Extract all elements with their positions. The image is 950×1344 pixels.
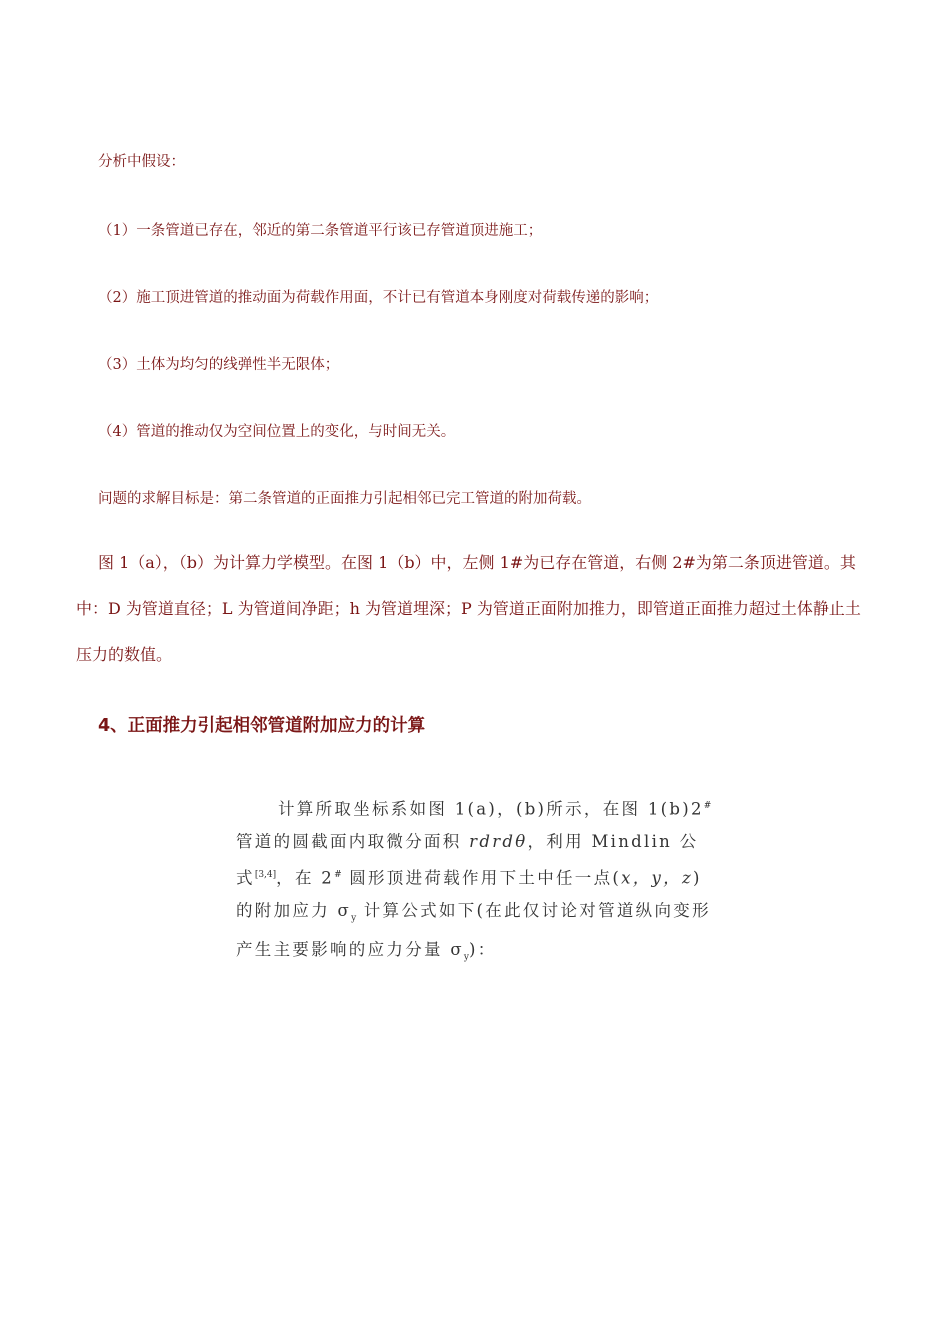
- assumption-item-2: （2）施工顶进管道的推动面为荷载作用面，不计已有管道本身刚度对荷载传递的影响；: [98, 290, 659, 306]
- section-heading: 4、正面推力引起相邻管道附加应力的计算: [98, 716, 426, 736]
- model-description-paragraph: 图 1（a），（b）为计算力学模型。在图 1（b）中，左侧 1#为已存在管道，右侧 2#为第二条顶进管道。其中：D 为管道直径；L 为管道间净距；h 为管道埋深；P 为管道正面附加推力，即管道正面推力超过土体静止土压力的数值。: [76, 553, 861, 664]
- stress-subscript: y: [463, 952, 470, 963]
- excerpt-superscript: #: [703, 801, 712, 811]
- excerpt-text: 计算所取坐标系如图 1(a)，(b)所示，在图 1(b)2: [278, 799, 704, 819]
- excerpt-text: 管道的圆截面内取微分面积: [236, 832, 470, 851]
- coordinate-symbols: x，y，z: [621, 868, 693, 887]
- area-element-symbol: rdrdθ: [469, 832, 528, 851]
- excerpt-text: )的附加应力 σ: [236, 868, 702, 920]
- solution-goal: 问题的求解目标是：第二条管道的正面推力引起相邻已完工管道的附加荷载。: [98, 491, 591, 507]
- assumption-item-3: （3）土体为均匀的线弹性半无限体；: [98, 357, 340, 373]
- excerpt-text: ，利用 Mindlin 公式: [236, 832, 699, 887]
- excerpt-superscript: #: [334, 869, 342, 880]
- excerpt-text: )：: [469, 940, 497, 960]
- scanned-text-excerpt: [236, 790, 716, 974]
- excerpt-text: 圆形顶进荷载作用下土中任一点(: [341, 868, 622, 887]
- assumption-intro: 分析中假设：: [98, 154, 185, 170]
- stress-subscript: y: [351, 912, 357, 923]
- excerpt-text: 计算公式如下(在此仅讨论对管道纵向变形产生主要影响的应力分量 σ: [236, 900, 711, 960]
- citation-reference: [3,4]: [254, 869, 277, 880]
- assumption-item-1: （1）一条管道已存在，邻近的第二条管道平行该已存管道顶进施工；: [98, 223, 543, 239]
- excerpt-text: ，在 2: [276, 868, 335, 887]
- assumption-item-4: （4）管道的推动仅为空间位置上的变化，与时间无关。: [98, 424, 456, 440]
